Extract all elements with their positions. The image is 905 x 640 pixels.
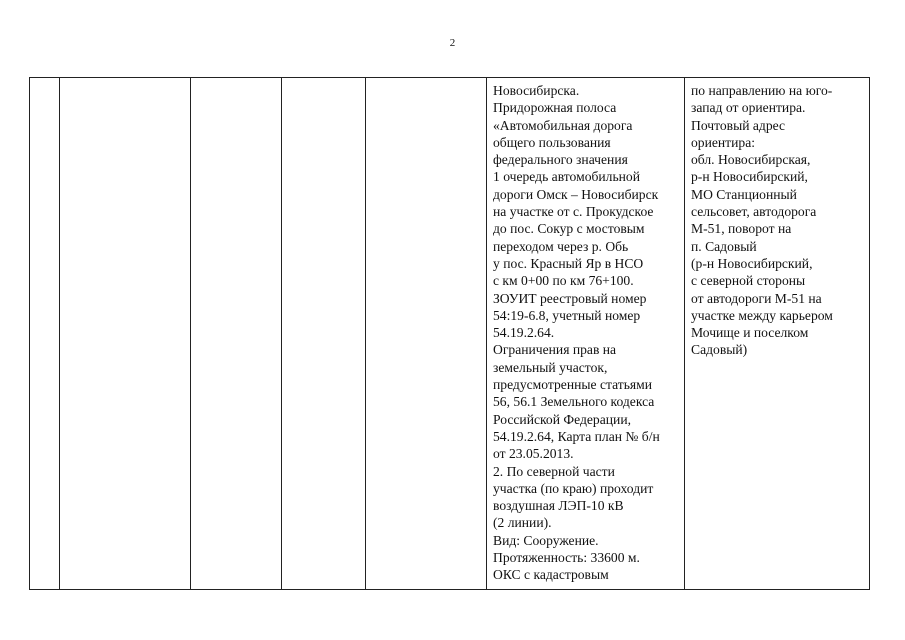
text-line: дороги Омск – Новосибирск — [493, 186, 659, 202]
text-line: ЗОУИТ реестровый номер — [493, 290, 647, 306]
table-cell-location — [685, 78, 870, 590]
text-line: Новосибирска. — [493, 83, 580, 98]
text-line: ориентира: — [691, 134, 755, 150]
text-line: 54.19.2.64, Карта план № б/н — [493, 428, 660, 444]
text-line: 1 очередь автомобильной — [493, 169, 641, 185]
description-text — [487, 78, 684, 584]
location-text — [685, 78, 869, 359]
text-line: 54.19.2.64. — [493, 325, 555, 341]
text-line: 54:19-6.8, учетный номер — [493, 307, 641, 323]
text-line: «Автомобильная дорога — [493, 117, 633, 133]
text-line: земельный участок, — [493, 359, 608, 375]
text-line: воздушная ЛЭП-10 кВ — [493, 498, 624, 514]
text-line: федерального значения — [493, 152, 628, 168]
table-cell-empty — [60, 78, 191, 590]
table-cell-empty — [191, 78, 282, 590]
text-line: 56, 56.1 Земельного кодекса — [493, 394, 655, 410]
table-row — [30, 78, 870, 590]
text-line: обл. Новосибирская, — [691, 152, 811, 168]
text-line: с северной стороны — [691, 273, 806, 289]
text-line: по направлению на юго- — [691, 83, 833, 98]
text-line: до пос. Сокур с мостовым — [493, 221, 645, 237]
text-line: сельсовет, автодорога — [691, 204, 817, 220]
text-line: п. Садовый — [691, 238, 757, 254]
text-line: (р-н Новосибирский, — [691, 255, 813, 271]
text-line: участке между карьером — [691, 307, 833, 323]
table-cell-empty — [282, 78, 366, 590]
text-line: запад от ориентира. — [691, 100, 806, 116]
text-line: Почтовый адрес — [691, 117, 786, 133]
text-line: Ограничения прав на — [493, 342, 617, 358]
text-line: Садовый) — [691, 342, 748, 358]
text-line: (2 линии). — [493, 515, 552, 531]
text-line: М-51, поворот на — [691, 221, 792, 237]
text-line: общего пользования — [493, 134, 611, 150]
text-line: Протяженность: 33600 м. — [493, 550, 640, 566]
text-line: Российской Федерации, — [493, 411, 631, 427]
text-line: на участке от с. Прокудское — [493, 204, 654, 220]
text-line: переходом через р. Обь — [493, 238, 629, 254]
document-table — [29, 77, 870, 590]
text-line: р-н Новосибирский, — [691, 169, 808, 185]
text-line: МО Станционный — [691, 186, 797, 202]
text-line: ОКС с кадастровым — [493, 567, 609, 583]
table-cell-description — [487, 78, 685, 590]
text-line: с км 0+00 по км 76+100. — [493, 273, 634, 289]
text-line: у пос. Красный Яр в НСО — [493, 255, 644, 271]
table-cell-number — [30, 78, 60, 590]
text-line: от 23.05.2013. — [493, 446, 574, 462]
text-line: Вид: Сооружение. — [493, 532, 599, 548]
table-cell-empty — [366, 78, 487, 590]
page-number: 2 — [449, 37, 456, 49]
text-line: от автодороги М-51 на — [691, 290, 822, 306]
text-line: предусмотренные статьями — [493, 377, 653, 393]
text-line: Придорожная полоса — [493, 100, 617, 116]
text-line: Мочище и поселком — [691, 325, 809, 341]
text-line: участка (по краю) проходит — [493, 480, 654, 496]
text-line: 2. По северной части — [493, 463, 615, 479]
